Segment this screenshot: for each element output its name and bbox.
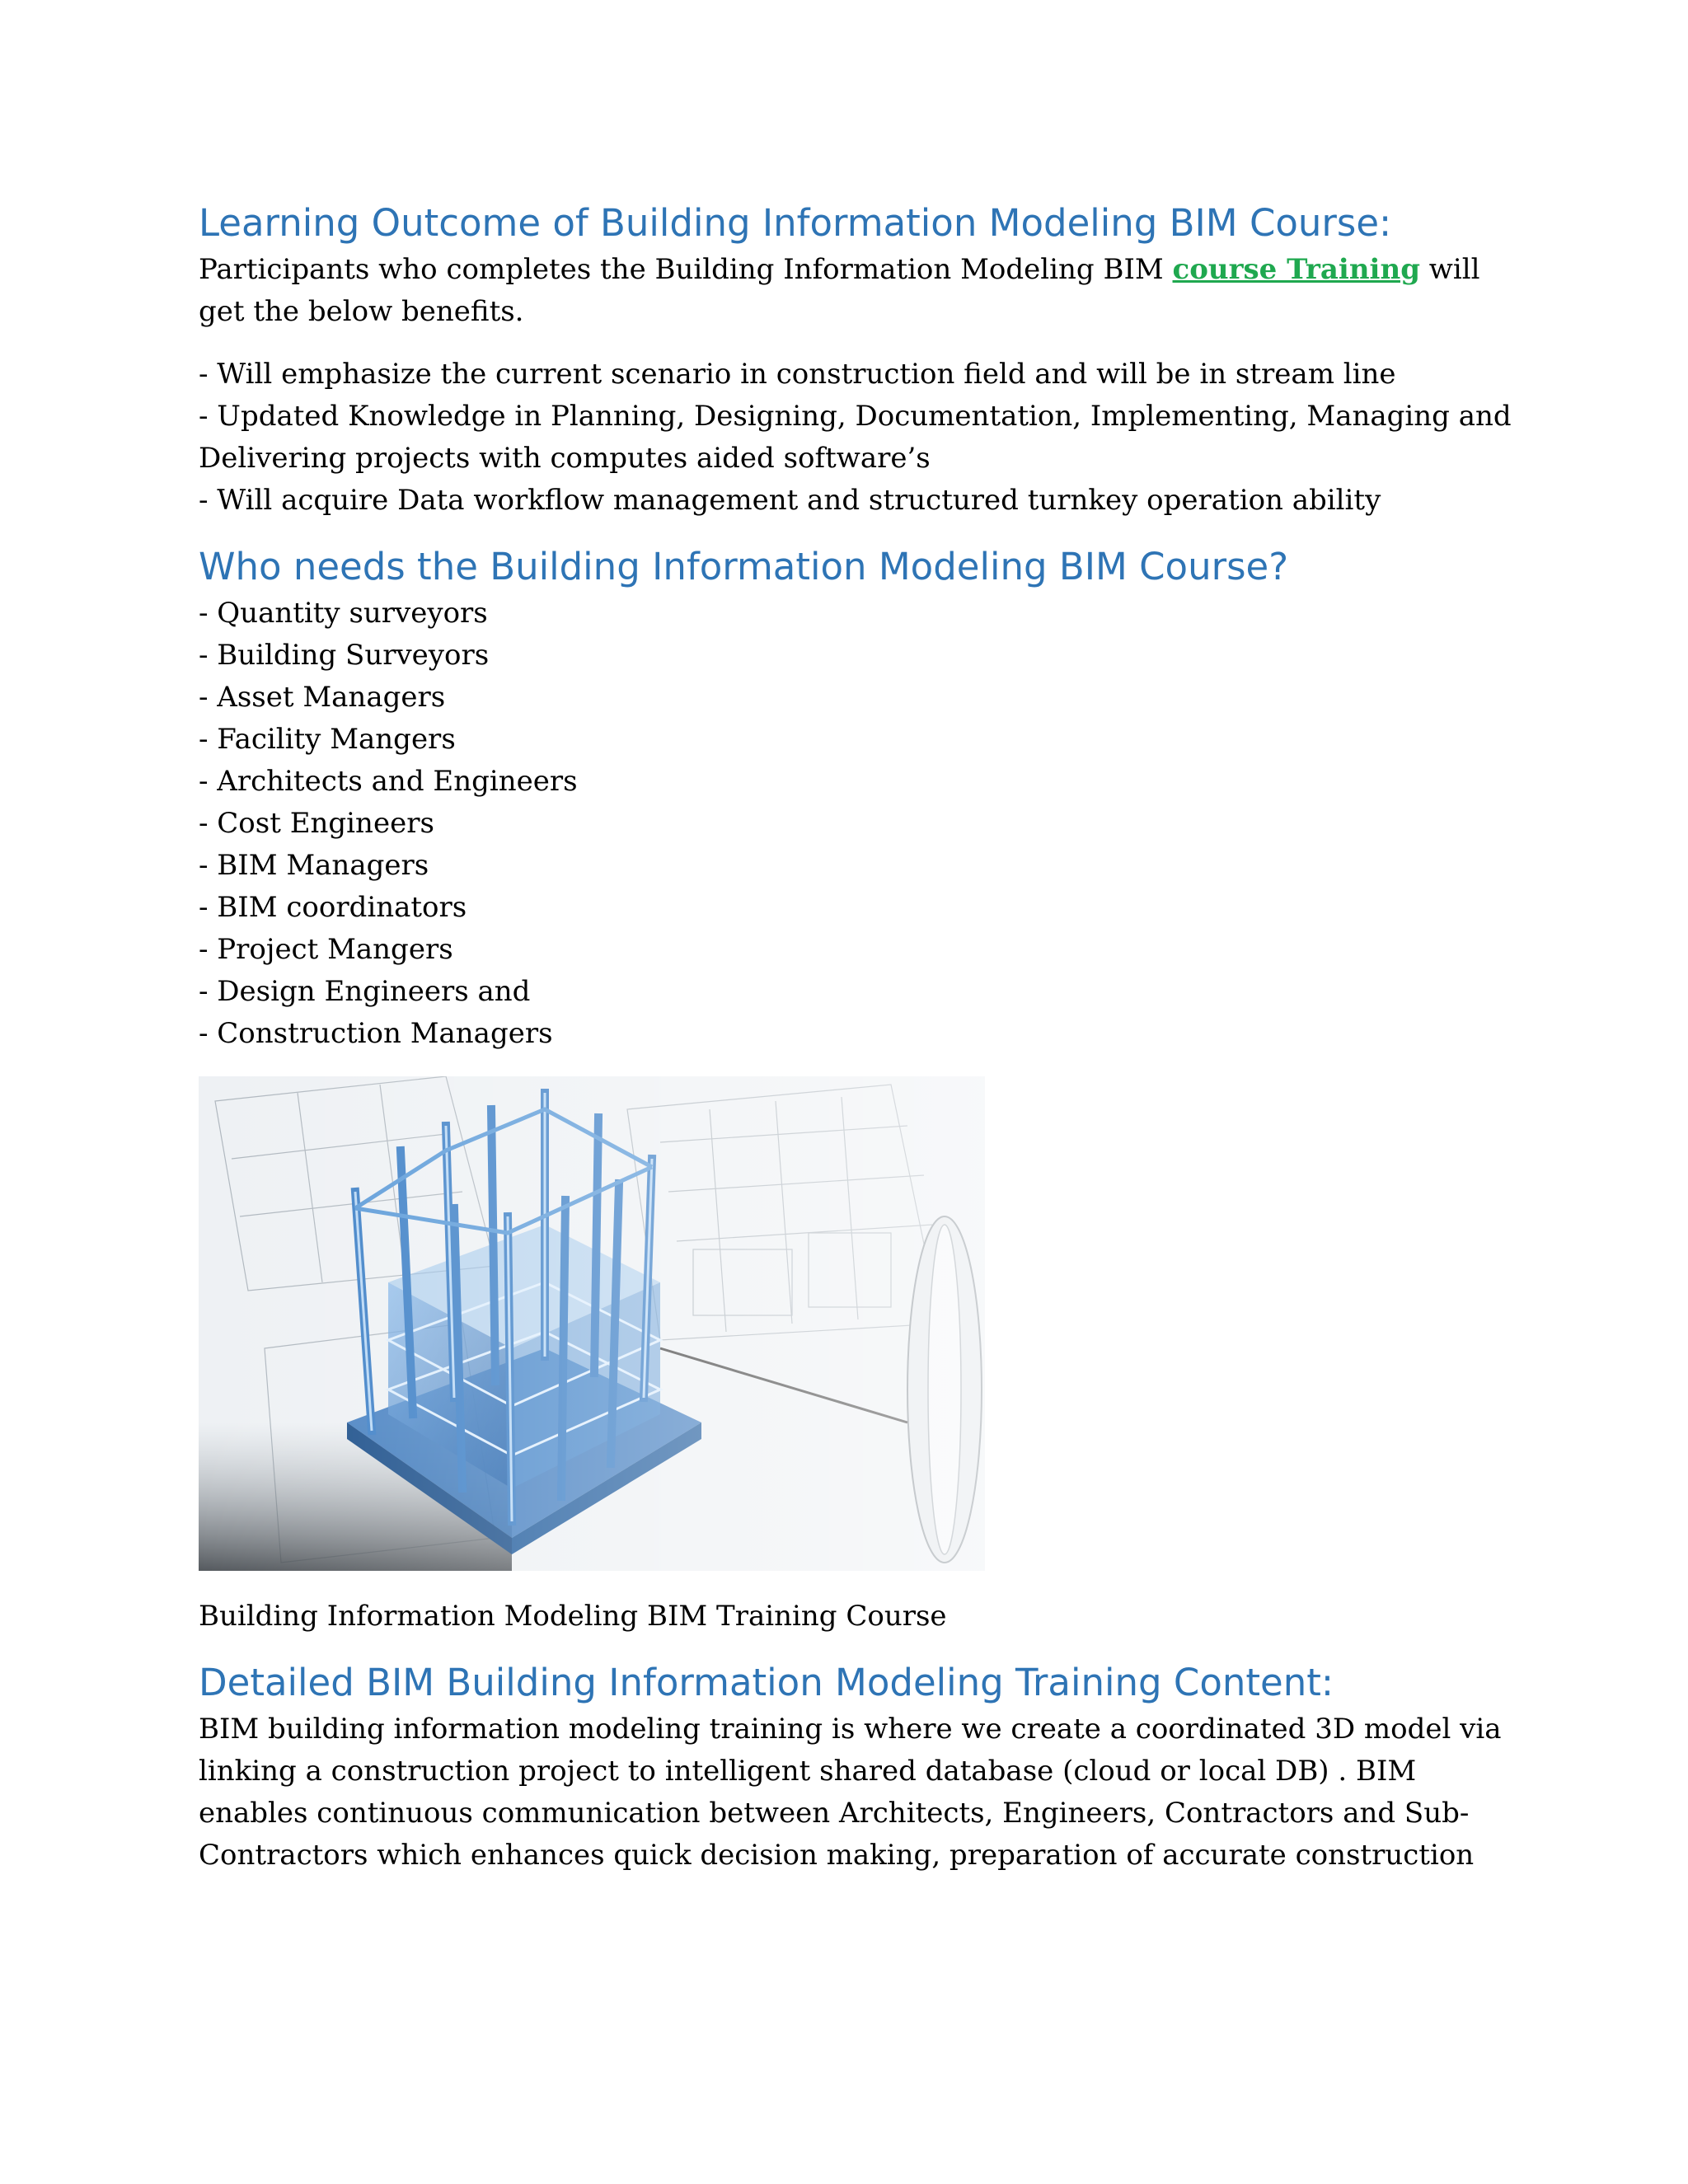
bim-building-image xyxy=(199,1076,985,1571)
benefit-item: - Will acquire Data workflow management and structured turnkey operation ability xyxy=(199,484,1381,517)
audience-item: - Cost Engineers xyxy=(199,807,434,840)
image-caption: Building Information Modeling BIM Training Course xyxy=(199,1600,947,1633)
intro-text-before-link: Participants who completes the Building Information Modeling BIM xyxy=(199,253,1173,286)
learning-outcome-heading: Learning Outcome of Building Information Modeling BIM Course: xyxy=(199,201,1392,245)
audience-item: - Facility Mangers xyxy=(199,723,456,756)
audience-item: - Design Engineers and xyxy=(199,975,531,1008)
audience-item: - Architects and Engineers xyxy=(199,765,578,798)
intro-paragraph-line1 xyxy=(199,249,1517,291)
content-line: BIM building information modeling training is where we create a coordinated 3D model via xyxy=(199,1713,1502,1746)
audience-item: - Building Surveyors xyxy=(199,639,490,672)
audience-item: - BIM Managers xyxy=(199,849,429,882)
benefit-item: - Will emphasize the current scenario in construction field and will be in stream line xyxy=(199,358,1396,391)
document-page xyxy=(199,198,1517,1877)
training-content-heading: Detailed BIM Building Information Modeling Training Content: xyxy=(199,1661,1334,1704)
intro-text-after-link: will xyxy=(1419,253,1480,286)
who-needs-heading: Who needs the Building Information Modeling BIM Course? xyxy=(199,545,1289,588)
audience-item: - Project Mangers xyxy=(199,933,453,966)
content-line: enables continuous communication between Architects, Engineers, Contractors and Sub- xyxy=(199,1797,1470,1830)
course-training-link[interactable]: course Training xyxy=(1172,253,1420,286)
audience-item: - Quantity surveyors xyxy=(199,597,488,630)
content-line: linking a construction project to intelligent shared database (cloud or local DB) . BIM xyxy=(199,1755,1417,1788)
audience-item: - BIM coordinators xyxy=(199,891,467,924)
audience-item: - Asset Managers xyxy=(199,681,446,714)
benefits-list xyxy=(199,354,1517,522)
audience-list xyxy=(199,593,1517,1055)
content-line: Contractors which enhances quick decision making, preparation of accurate construction xyxy=(199,1839,1475,1872)
benefit-item: - Updated Knowledge in Planning, Designing, Documentation, Implementing, Managing and xyxy=(199,400,1512,433)
bim-illustration xyxy=(199,1076,985,1571)
audience-item: - Construction Managers xyxy=(199,1017,553,1050)
intro-paragraph-line2: get the below benefits. xyxy=(199,295,524,328)
benefit-item-continuation: Delivering projects with computes aided software’s xyxy=(199,442,931,475)
